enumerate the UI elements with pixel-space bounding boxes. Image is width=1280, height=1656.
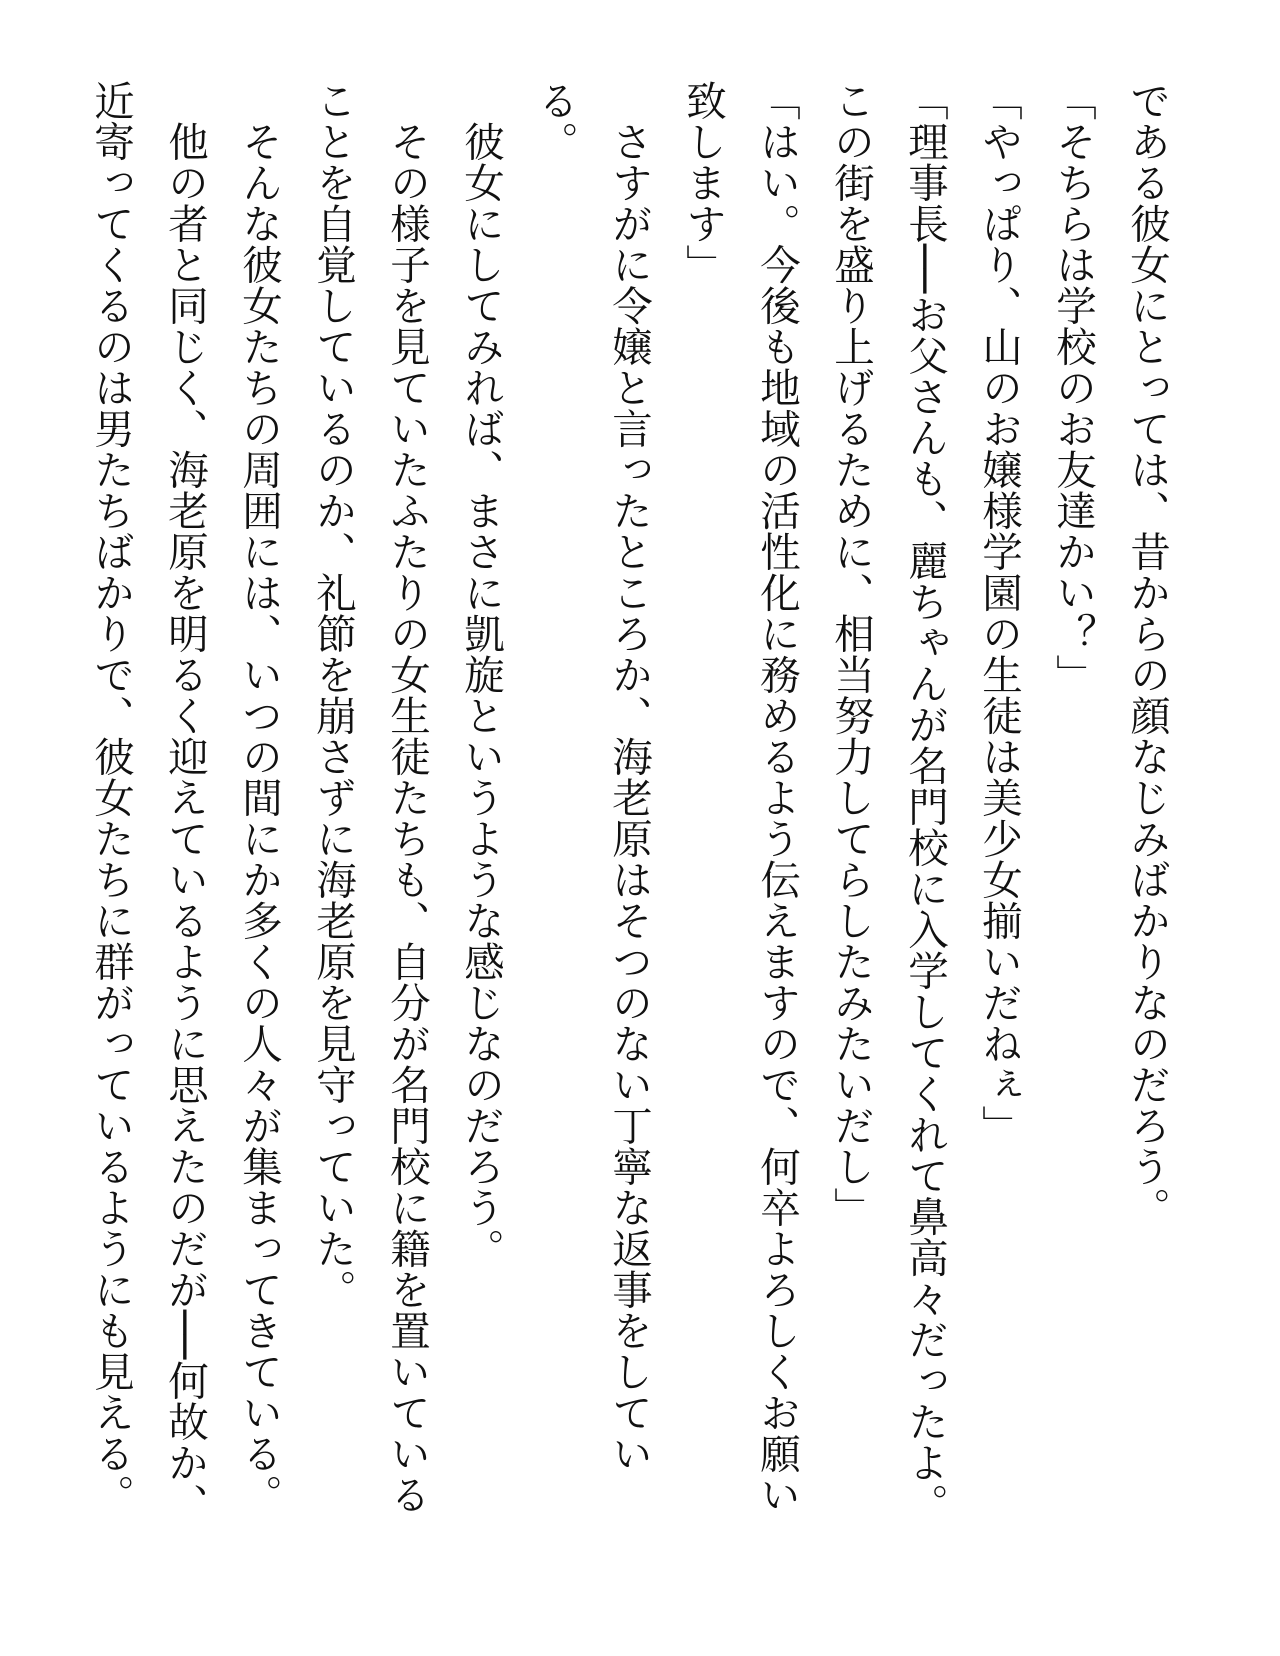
- text-line: ことを自覚しているのか、礼節を崩さずに海老原を見守っていた。: [309, 80, 357, 1310]
- text-line: この街を盛り上げるために、相当努力してらしたみたいだし」: [827, 80, 875, 1228]
- text-line: 「やっぱり、山のお嬢様学園の生徒は美少女揃いだねぇ」: [975, 80, 1023, 1146]
- text-line: 彼女にしてみれば、まさに凱旋というような感じなのだろう。: [457, 80, 505, 1269]
- text-line: その様子を見ていたふたりの女生徒たちも、自分が名門校に籍を置いている: [383, 80, 431, 1515]
- text-line: 他の者と同じく、海老原を明るく迎えているように思えたのだが──何故か、: [161, 80, 209, 1524]
- text-line: 致します」: [679, 80, 727, 285]
- text-line: 「そちらは学校のお友達かい？」: [1049, 80, 1097, 695]
- text-line: さすがに令嬢と言ったところか、海老原はそつのない丁寧な返事をしてい: [605, 80, 653, 1474]
- vertical-text-body: [74, 80, 1184, 1580]
- text-line: 「理事長──お父さんも、麗ちゃんが名門校に入学してくれて鼻高々だったよ。: [901, 80, 949, 1524]
- text-line: である彼女にとっては、昔からの顔なじみばかりなのだろう。: [1123, 80, 1171, 1228]
- text-line: 「はい。今後も地域の活性化に務めるよう伝えますので、何卒よろしくお願い: [753, 80, 801, 1515]
- text-line: そんな彼女たちの周囲には、いつの間にか多くの人々が集まってきている。: [235, 80, 283, 1515]
- text-line: る。: [531, 80, 579, 162]
- text-line: 近寄ってくるのは男たちばかりで、彼女たちに群がっているようにも見える。: [87, 80, 135, 1515]
